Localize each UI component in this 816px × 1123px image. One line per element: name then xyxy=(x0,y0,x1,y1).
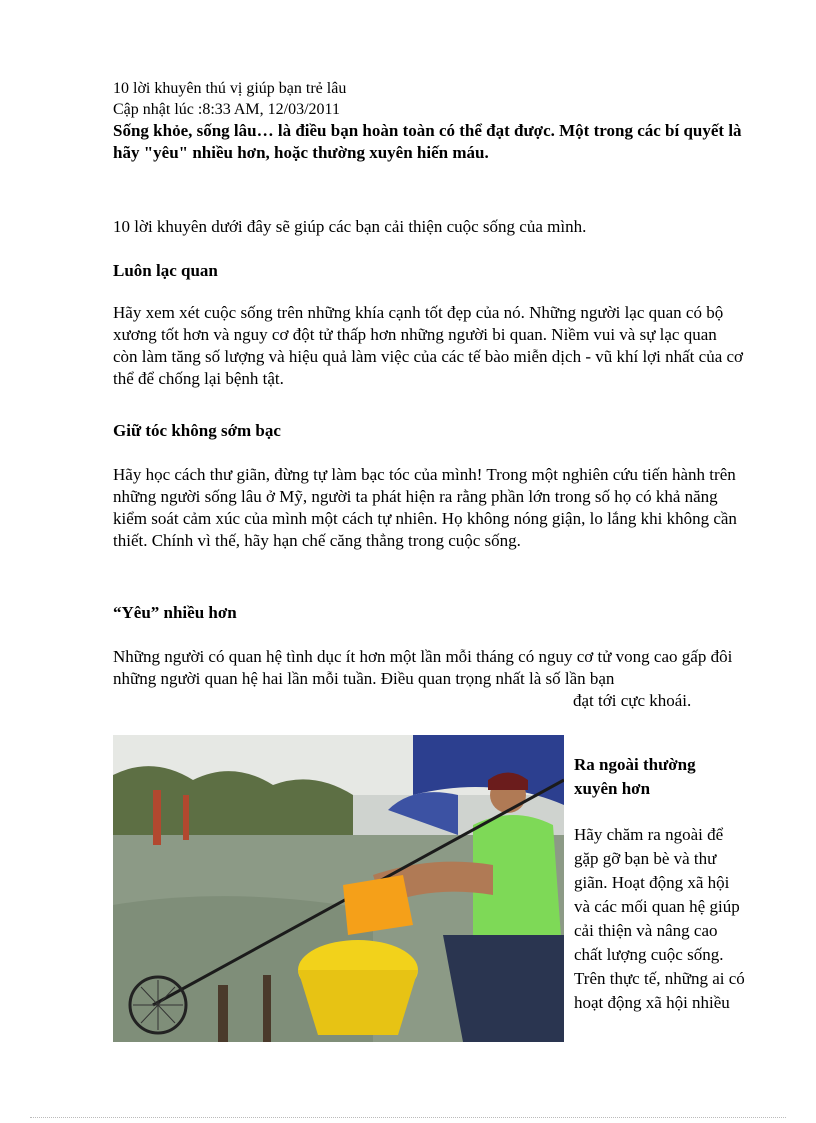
section-body: Hãy chăm ra ngoài để gặp gỡ bạn bè và thư giãn. Hoạt động xã hội và các mối quan hệ giúp cải thiện và nâng cao chất lượng cuộc sống. Trên thực tế, những ai có hoạt động xã hội nhiều xyxy=(574,825,745,1012)
article-lead: Sống khỏe, sống lâu… là điều bạn hoàn toàn có thể đạt được. Một trong các bí quyết là hãy "yêu" nhiều hơn, hoặc thường xuyên hiến máu. xyxy=(113,121,742,162)
section-heading: Giữ tóc không sớm bạc xyxy=(113,421,281,440)
section-heading: “Yêu” nhiều hơn xyxy=(113,603,237,622)
article-updated: Cập nhật lúc :8:33 AM, 12/03/2011 xyxy=(113,101,340,118)
fishing-photo xyxy=(113,735,564,1042)
section-body: Hãy học cách thư giãn, đừng tự làm bạc tóc của mình! Trong một nghiên cứu tiến hành trên những người sống lâu ở Mỹ, người ta phát hiện ra rằng phần lớn trong số họ có khả năng kiểm soát cảm xúc của mình một cách tự nhiên. Họ không nóng giận, lo lắng khi không cần thiết. Chính vì thế, hãy hạn chế căng thẳng trong cuộc sống. xyxy=(113,465,737,550)
page-footer-divider xyxy=(30,1117,786,1118)
section-body: Hãy xem xét cuộc sống trên những khía cạnh tốt đẹp của nó. Những người lạc quan có bộ xương tốt hơn và nguy cơ đột tử thấp hơn những người bi quan. Niềm vui và sự lạc quan còn làm tăng số lượng và hiệu quả làm việc của các tế bào miễn dịch - vũ khí lợi nhất của cơ thể để chống lại bệnh tật. xyxy=(113,303,744,388)
document-page xyxy=(113,78,745,1012)
section-body-tail: đạt tới cực khoái. xyxy=(573,691,692,710)
article-intro: 10 lời khuyên dưới đây sẽ giúp các bạn cải thiện cuộc sống của mình. xyxy=(113,217,587,236)
article-title: 10 lời khuyên thú vị giúp bạn trẻ lâu xyxy=(113,80,347,97)
section-heading: Luôn lạc quan xyxy=(113,261,218,280)
section-body: Những người có quan hệ tình dục ít hơn một lần mỗi tháng có nguy cơ tử vong cao gấp đôi những người quan hệ hai lần mỗi tuần. Điều quan trọng nhất là số lần bạn xyxy=(113,647,733,688)
fishing-photo-image xyxy=(113,735,564,1042)
section-heading: Ra ngoài thường xuyên hơn xyxy=(574,755,696,798)
